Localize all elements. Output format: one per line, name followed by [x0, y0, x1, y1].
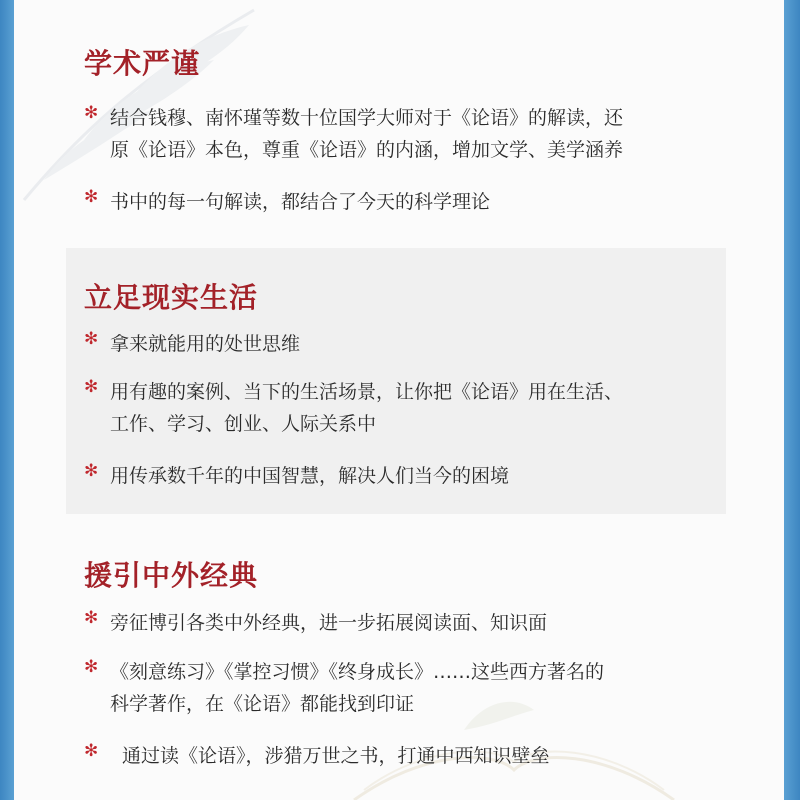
asterisk-bullet-icon: ✻	[84, 187, 99, 207]
item-text	[110, 656, 720, 720]
list-item	[66, 376, 706, 440]
item-line: 结合钱穆、南怀瑾等数十位国学大师对于《论语》的解读，还	[110, 107, 624, 129]
asterisk-bullet-icon: ✻	[84, 657, 99, 677]
item-text	[110, 328, 720, 360]
item-text	[110, 102, 720, 166]
item-text	[110, 607, 720, 639]
content-panel	[14, 0, 784, 800]
item-line: 用传承数千年的中国智慧，解决人们当今的困境	[110, 465, 510, 487]
list-item	[66, 186, 706, 218]
item-text	[110, 376, 720, 440]
asterisk-bullet-icon: ✻	[84, 103, 99, 123]
list-item	[66, 656, 706, 720]
section-title: 学术严谨	[84, 47, 201, 80]
list-item	[66, 740, 706, 772]
asterisk-bullet-icon: ✻	[84, 608, 99, 628]
list-item	[66, 460, 706, 492]
asterisk-bullet-icon: ✻	[84, 461, 99, 481]
asterisk-bullet-icon: ✻	[84, 329, 99, 349]
item-line: 工作、学习、创业、人际关系中	[110, 413, 377, 435]
right-blue-border	[784, 0, 800, 800]
item-line: 科学著作，在《论语》都能找到印证	[110, 693, 415, 715]
item-line: 用有趣的案例、当下的生活场景，让你把《论语》用在生活、	[110, 381, 624, 403]
item-text	[122, 740, 732, 772]
section-title: 立足现实生活	[84, 281, 259, 314]
list-item	[66, 607, 706, 639]
section-title: 援引中外经典	[84, 559, 259, 592]
section-classics	[66, 552, 726, 792]
asterisk-bullet-icon: ✻	[84, 741, 99, 761]
item-line: 原《论语》本色，尊重《论语》的内涵，增加文学、美学涵养	[110, 139, 624, 161]
item-line: 书中的每一句解读，都结合了今天的科学理论	[110, 191, 491, 213]
item-text	[110, 460, 720, 492]
left-blue-border	[0, 0, 14, 800]
asterisk-bullet-icon: ✻	[84, 377, 99, 397]
item-line: 《刻意练习》《掌控习惯》《终身成长》……这些西方著名的	[110, 661, 605, 683]
item-line: 拿来就能用的处世思维	[110, 333, 301, 355]
list-item	[66, 102, 706, 166]
section-real-life	[66, 248, 726, 514]
section-academic-rigor	[66, 40, 726, 230]
item-text	[110, 186, 720, 218]
item-line: 旁征博引各类中外经典，进一步拓展阅读面、知识面	[110, 612, 548, 634]
list-item	[66, 328, 706, 360]
item-line: 通过读《论语》，涉猎万世之书，打通中西知识壁垒	[122, 745, 550, 767]
